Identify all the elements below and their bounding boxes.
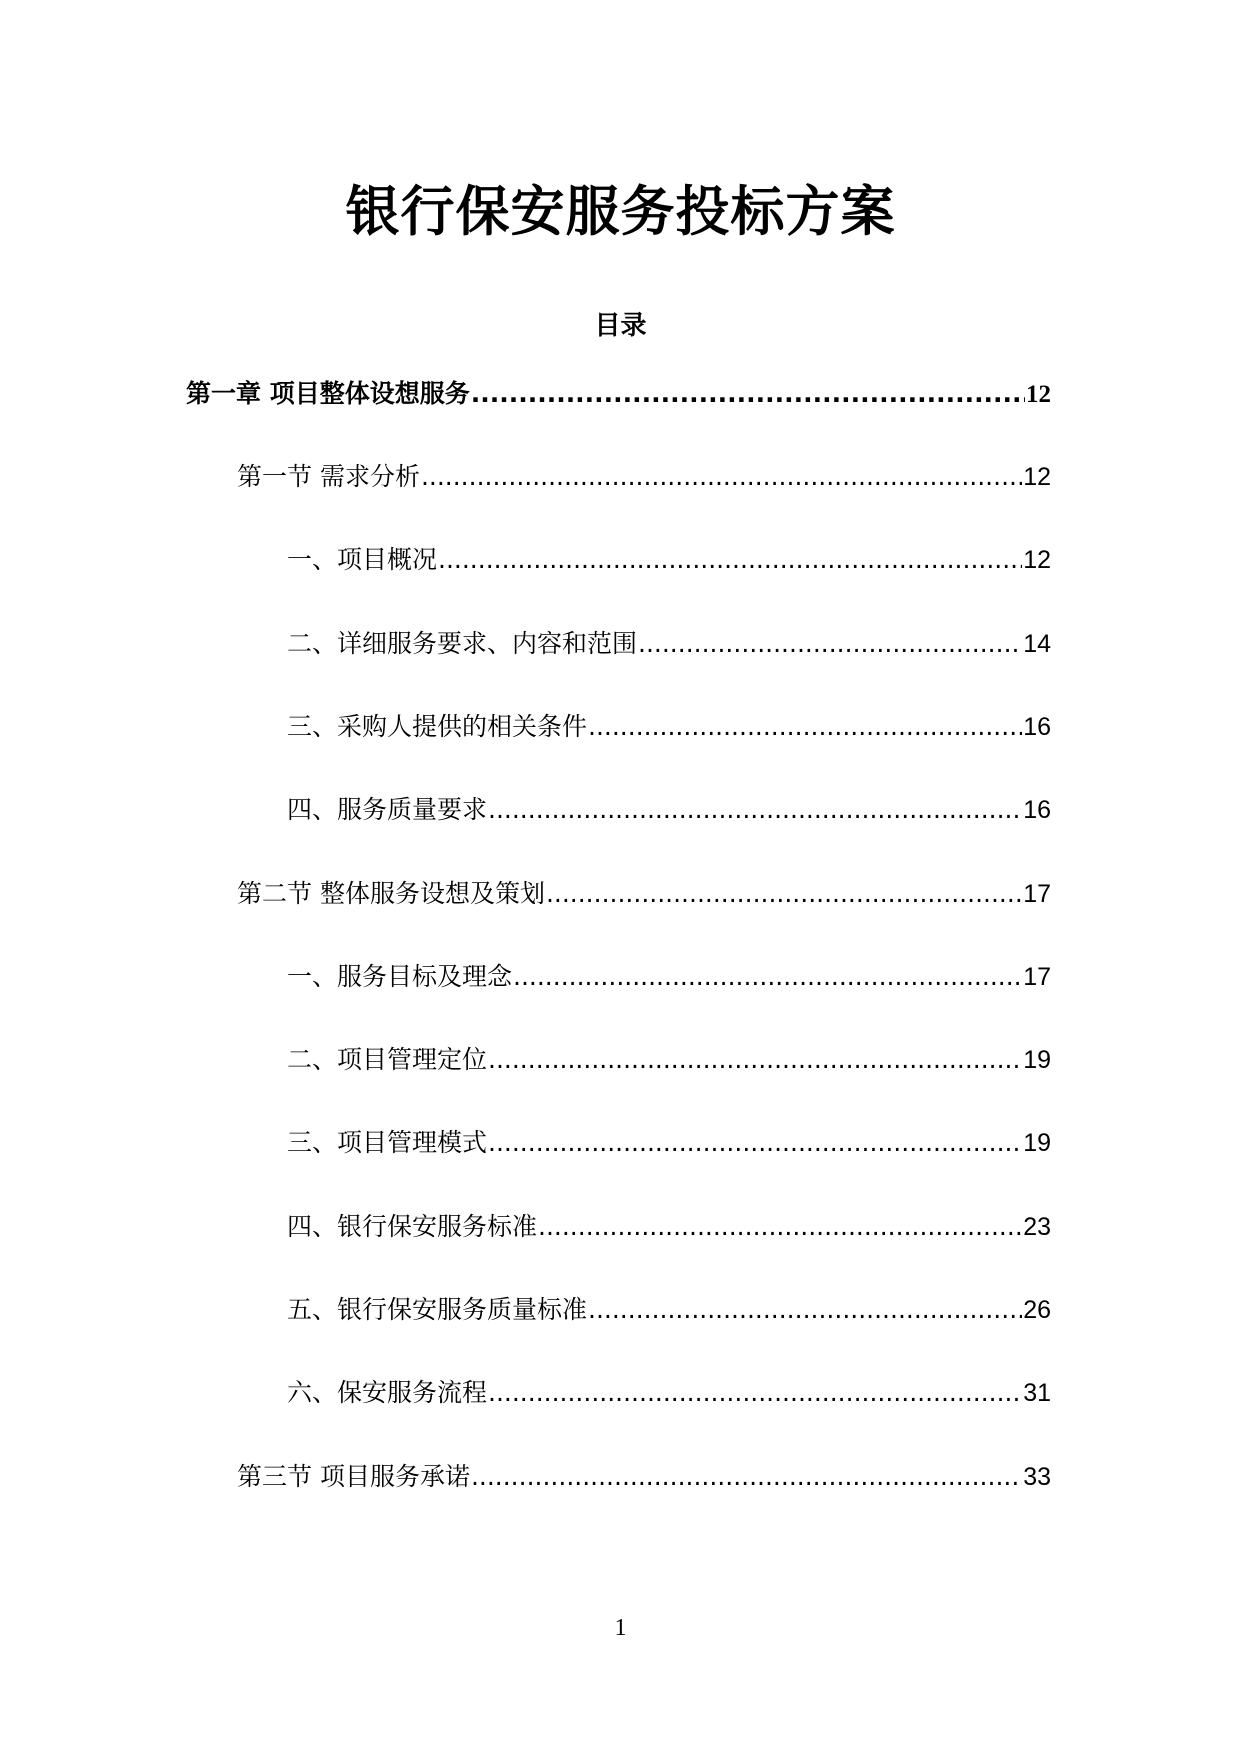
toc-entry-page: 12 (1023, 463, 1051, 491)
toc-leader-dots (538, 1207, 1022, 1247)
toc-entry-item[interactable] (287, 1373, 1051, 1413)
toc-entry-page: 31 (1023, 1379, 1051, 1407)
toc-leader-dots (546, 874, 1022, 914)
toc-entry-page: 16 (1023, 713, 1051, 741)
toc-entry-section-1[interactable] (237, 457, 1051, 497)
toc-entry-chapter-1[interactable] (186, 374, 1051, 414)
toc-entry-title: 四、服务质量要求 (287, 795, 488, 824)
toc-entry-page: 23 (1023, 1213, 1051, 1241)
toc-entry-item[interactable] (287, 1290, 1051, 1330)
toc-entry-title: 一、项目概况 (287, 545, 438, 574)
toc-entry-item[interactable] (287, 540, 1051, 580)
toc-entry-item[interactable] (287, 790, 1051, 830)
toc-entry-section-2[interactable] (237, 874, 1051, 914)
toc-entry-page: 12 (1023, 546, 1051, 574)
toc-entry-title: 五、银行保安服务质量标准 (287, 1295, 588, 1324)
toc-leader-dots (421, 457, 1022, 497)
toc-entry-title: 第一章 项目整体设想服务 (186, 379, 470, 408)
toc-entry-title: 第二节 整体服务设想及策划 (237, 879, 545, 908)
toc-entry-item[interactable] (287, 957, 1051, 997)
toc-leader-dots (588, 707, 1022, 747)
toc-leader-dots (588, 1290, 1022, 1330)
toc-entry-page: 19 (1023, 1129, 1051, 1157)
toc-entry-page: 17 (1023, 880, 1051, 908)
toc-leader-dots (438, 540, 1022, 580)
toc-entry-item[interactable] (287, 624, 1051, 664)
toc-leader-dots (513, 957, 1022, 997)
toc-entry-title: 第三节 项目服务承诺 (237, 1462, 470, 1491)
toc-entry-item[interactable] (287, 1040, 1051, 1080)
toc-heading: 目录 (594, 311, 647, 341)
toc-leader-dots (488, 1123, 1022, 1163)
toc-leader-dots (488, 1373, 1022, 1413)
toc-leader-dots (638, 624, 1022, 664)
toc-entry-title: 三、项目管理模式 (287, 1128, 488, 1157)
toc-entry-item[interactable] (287, 1207, 1051, 1247)
toc-entry-page: 17 (1023, 963, 1051, 991)
toc-leader-dots (471, 1457, 1022, 1497)
toc-entry-item[interactable] (287, 1123, 1051, 1163)
toc-entry-title: 六、保安服务流程 (287, 1378, 488, 1407)
toc-entry-title: 二、详细服务要求、内容和范围 (287, 629, 638, 658)
toc-leader-dots (471, 374, 1025, 414)
toc-entry-page: 33 (1023, 1463, 1051, 1491)
toc-entry-section-3[interactable] (237, 1457, 1051, 1497)
document-title: 银行保安服务投标方案 (345, 180, 896, 243)
toc-entry-page: 19 (1023, 1046, 1051, 1074)
toc-entry-page: 14 (1023, 630, 1051, 658)
toc-entry-title: 第一节 需求分析 (237, 462, 420, 491)
toc-entry-title: 三、采购人提供的相关条件 (287, 712, 588, 741)
toc-entry-title: 二、项目管理定位 (287, 1045, 488, 1074)
page-number: 1 (614, 1615, 627, 1641)
toc-entry-page: 26 (1023, 1296, 1051, 1324)
toc-entry-title: 一、服务目标及理念 (287, 962, 513, 991)
toc-leader-dots (488, 790, 1022, 830)
toc-entry-page: 12 (1026, 381, 1051, 408)
toc-entry-item[interactable] (287, 707, 1051, 747)
toc-leader-dots (488, 1040, 1022, 1080)
toc-entry-page: 16 (1023, 796, 1051, 824)
toc-entry-title: 四、银行保安服务标准 (287, 1212, 538, 1241)
